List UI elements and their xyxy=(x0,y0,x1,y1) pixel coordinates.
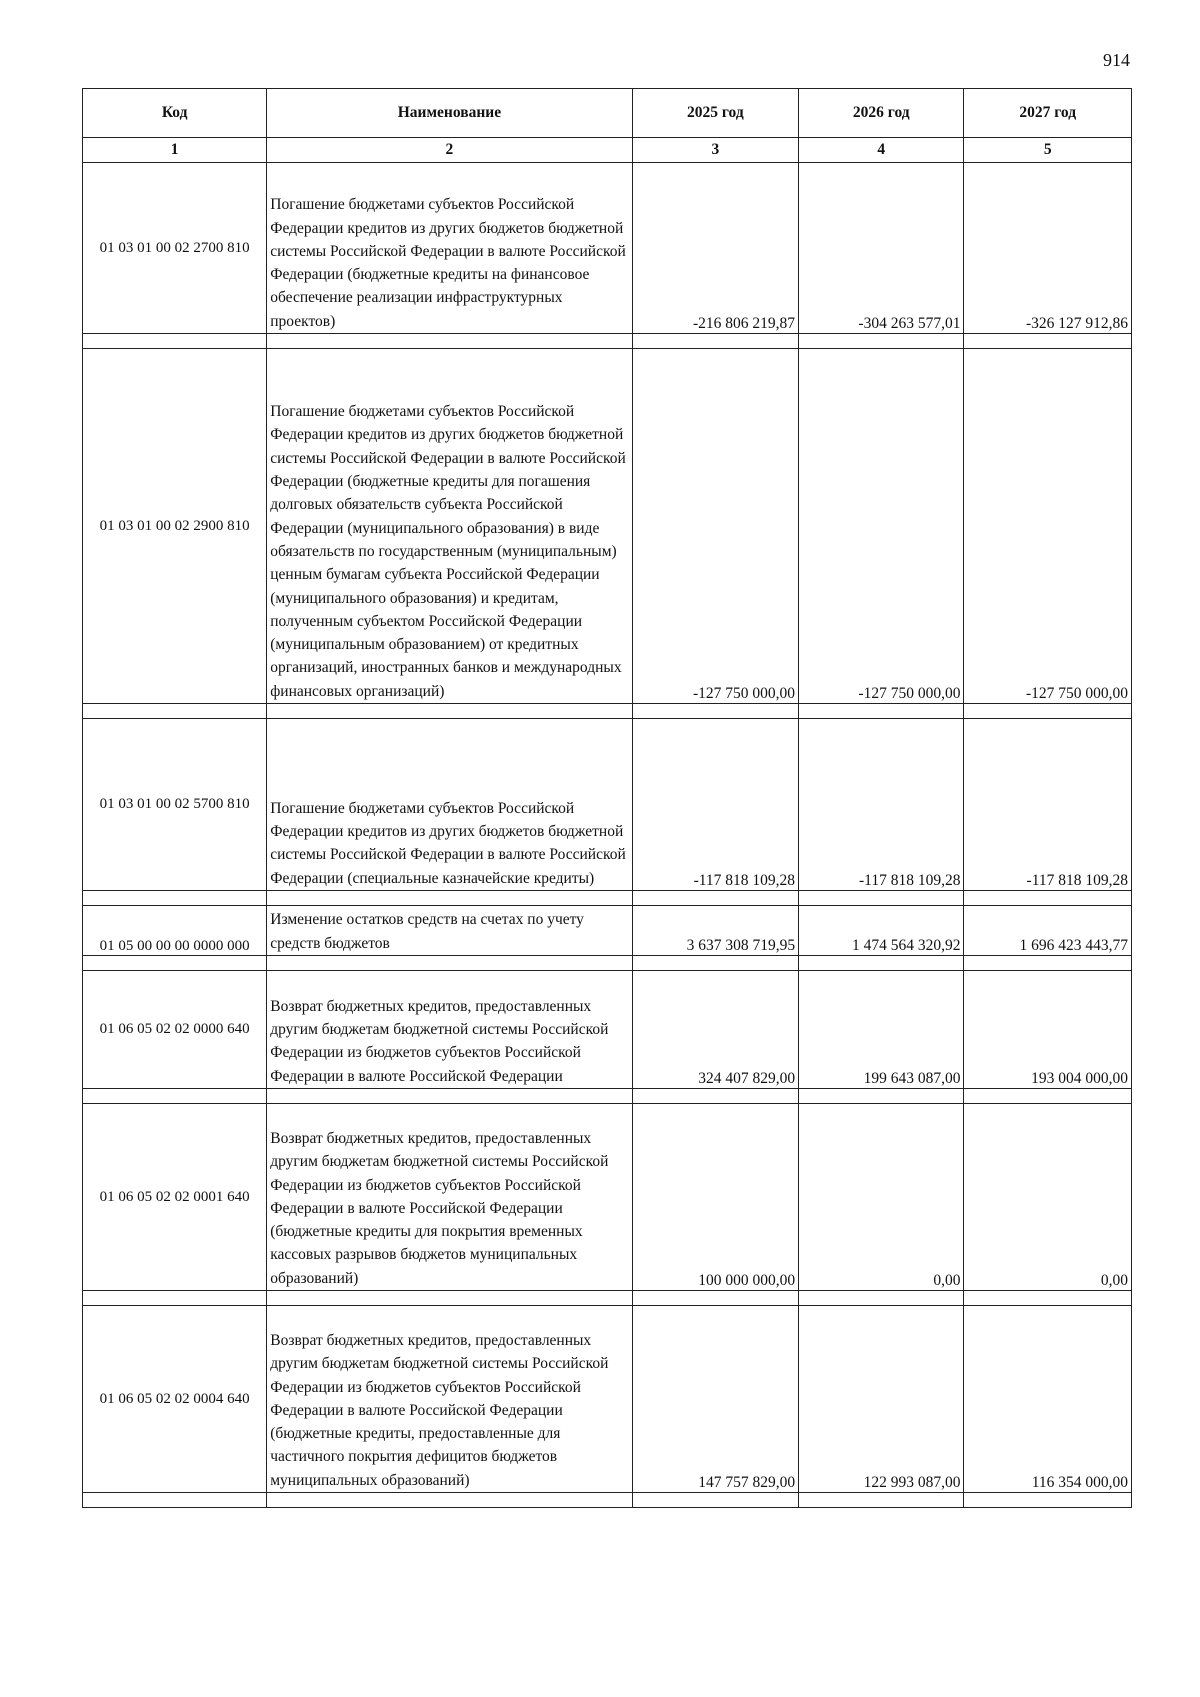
row-name: Возврат бюджетных кредитов, предоставленных другим бюджетам бюджетной системы Российской Федерации из бюджетов субъектов Российской Федерации в валюте Российской Федерации (бюджетные кредиты для покрытия временных кассовых разрывов бюджетов муниципальных образований) xyxy=(267,1104,632,1291)
header-row xyxy=(83,89,1132,138)
page-number: 914 xyxy=(1103,50,1130,70)
header-name: Наименование xyxy=(267,89,632,138)
header-2026: 2026 год xyxy=(799,89,964,138)
row-value-2027: 0,00 xyxy=(964,1104,1132,1291)
row-value-2026: -117 818 109,28 xyxy=(799,719,964,891)
row-code: 01 06 05 02 02 0000 640 xyxy=(83,971,267,1089)
row-code: 01 06 05 02 02 0004 640 xyxy=(83,1306,267,1493)
row-value-2026: -304 263 577,01 xyxy=(799,163,964,334)
spacer-row xyxy=(83,956,1132,971)
budget-sources-table xyxy=(82,88,1132,1508)
row-value-2026: 122 993 087,00 xyxy=(799,1306,964,1493)
row-code: 01 03 01 00 02 5700 810 xyxy=(83,719,267,891)
row-value-2026: -127 750 000,00 xyxy=(799,349,964,704)
row-value-2026: 1 474 564 320,92 xyxy=(799,906,964,956)
row-name: Погашение бюджетами субъектов Российской Федерации кредитов из других бюджетов бюджетной системы Российской Федерации в валюте Российской Федерации (специальные казначейские кредиты) xyxy=(267,719,632,891)
table-row xyxy=(83,971,1132,1089)
row-value-2026: 0,00 xyxy=(799,1104,964,1291)
spacer-row xyxy=(83,1291,1132,1306)
spacer-row xyxy=(83,1493,1132,1508)
spacer-row xyxy=(83,334,1132,349)
row-value-2025: 324 407 829,00 xyxy=(632,971,798,1089)
row-name: Изменение остатков средств на счетах по учету средств бюджетов xyxy=(267,906,632,956)
row-name: Возврат бюджетных кредитов, предоставленных другим бюджетам бюджетной системы Российской Федерации из бюджетов субъектов Российской Федерации в валюте Российской Федерации (бюджетные кредиты, предоставленные для частичного покрытия дефицитов бюджетов муниципальных образований) xyxy=(267,1306,632,1493)
table-row xyxy=(83,349,1132,704)
row-value-2026: 199 643 087,00 xyxy=(799,971,964,1089)
column-number: 3 xyxy=(632,138,798,163)
row-value-2025: 3 637 308 719,95 xyxy=(632,906,798,956)
row-value-2027: 193 004 000,00 xyxy=(964,971,1132,1089)
table-row xyxy=(83,1104,1132,1291)
spacer-row xyxy=(83,704,1132,719)
table-row xyxy=(83,906,1132,956)
column-number: 1 xyxy=(83,138,267,163)
spacer-row xyxy=(83,1089,1132,1104)
table-row xyxy=(83,719,1132,891)
spacer-row xyxy=(83,891,1132,906)
row-value-2027: -127 750 000,00 xyxy=(964,349,1132,704)
row-value-2027: 1 696 423 443,77 xyxy=(964,906,1132,956)
row-value-2027: 116 354 000,00 xyxy=(964,1306,1132,1493)
row-value-2027: -326 127 912,86 xyxy=(964,163,1132,334)
row-value-2025: -216 806 219,87 xyxy=(632,163,798,334)
table-row xyxy=(83,163,1132,334)
header-2027: 2027 год xyxy=(964,89,1132,138)
row-value-2025: 100 000 000,00 xyxy=(632,1104,798,1291)
row-code: 01 03 01 00 02 2900 810 xyxy=(83,349,267,704)
table-row xyxy=(83,1306,1132,1493)
column-number: 4 xyxy=(799,138,964,163)
row-value-2025: -127 750 000,00 xyxy=(632,349,798,704)
row-name: Погашение бюджетами субъектов Российской Федерации кредитов из других бюджетов бюджетной системы Российской Федерации в валюте Российской Федерации (бюджетные кредиты на финансовое обеспечение реализации инфраструктурных проектов) xyxy=(267,163,632,334)
column-number-row xyxy=(83,138,1132,163)
row-value-2025: -117 818 109,28 xyxy=(632,719,798,891)
column-number: 2 xyxy=(267,138,632,163)
row-name: Возврат бюджетных кредитов, предоставленных другим бюджетам бюджетной системы Российской Федерации из бюджетов субъектов Российской Федерации в валюте Российской Федерации xyxy=(267,971,632,1089)
column-number: 5 xyxy=(964,138,1132,163)
row-code: 01 06 05 02 02 0001 640 xyxy=(83,1104,267,1291)
row-name: Погашение бюджетами субъектов Российской Федерации кредитов из других бюджетов бюджетной системы Российской Федерации в валюте Российской Федерации (бюджетные кредиты для погашения долговых обязательств субъекта Российской Федерации (муниципального образования) в виде обязательств по государственным (муниципальным) ценным бумагам субъекта Российской Федерации (муниципального образования) и кредитам, полученным субъектом Российской Федерации (муниципальным образованием) от кредитных организаций, иностранных банков и международных финансовых организаций) xyxy=(267,349,632,704)
row-value-2027: -117 818 109,28 xyxy=(964,719,1132,891)
row-code: 01 03 01 00 02 2700 810 xyxy=(83,163,267,334)
header-code: Код xyxy=(83,89,267,138)
row-code: 01 05 00 00 00 0000 000 xyxy=(83,906,267,956)
row-value-2025: 147 757 829,00 xyxy=(632,1306,798,1493)
header-2025: 2025 год xyxy=(632,89,798,138)
